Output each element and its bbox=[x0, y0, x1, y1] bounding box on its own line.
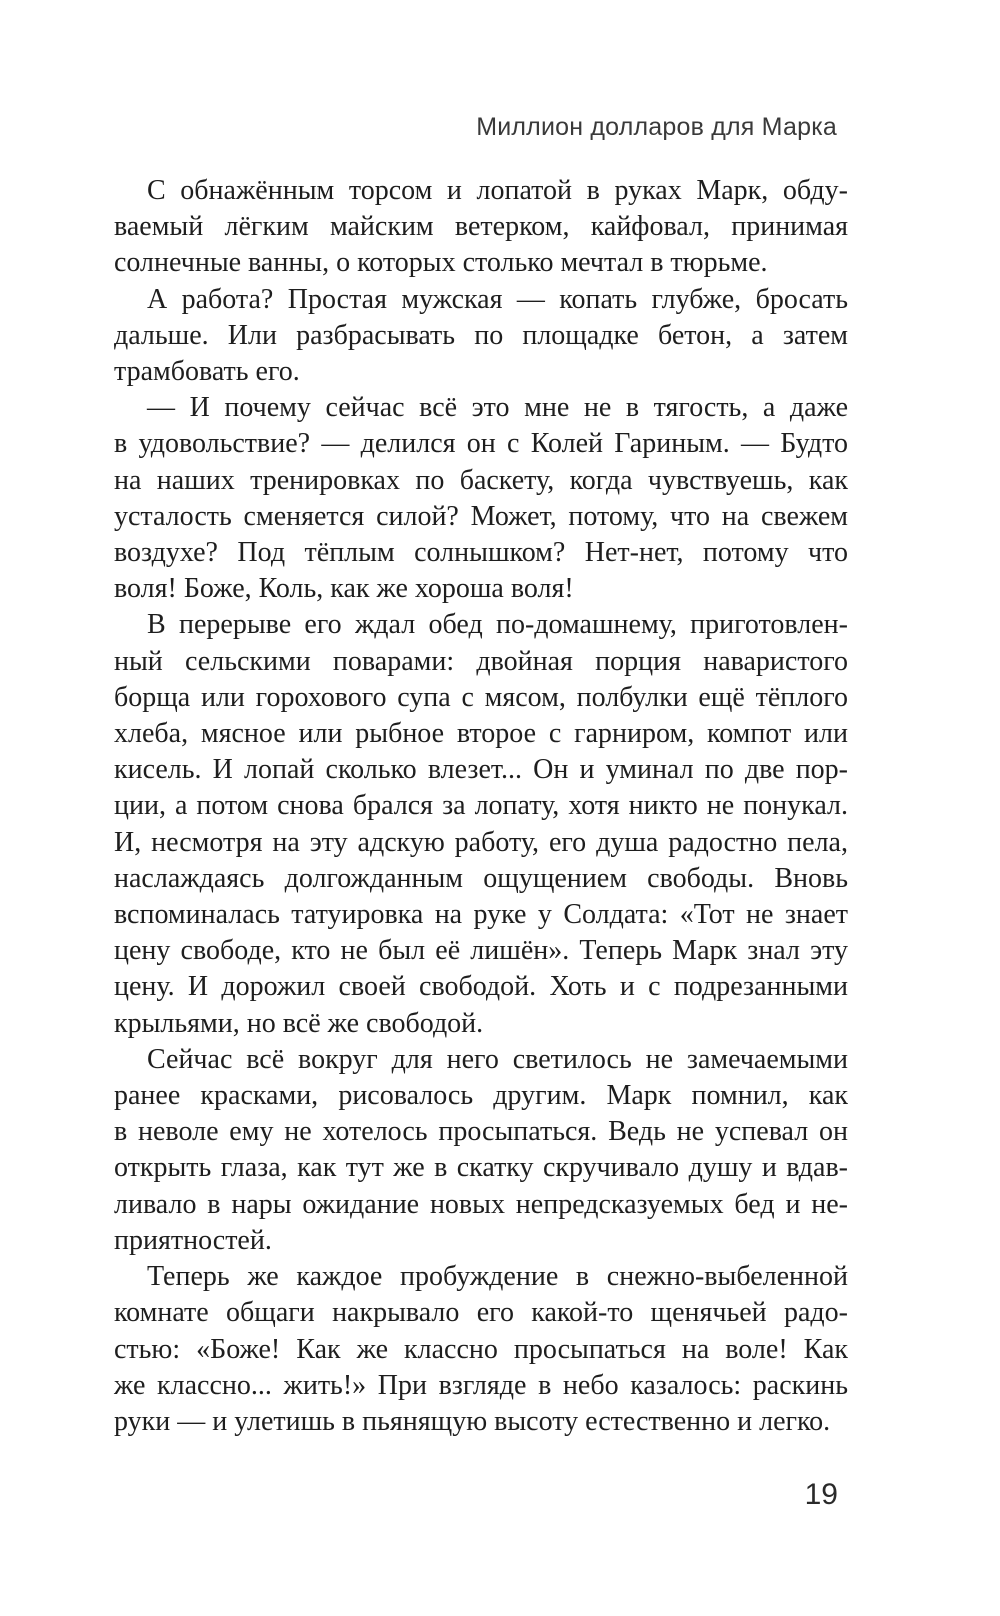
text-line: ваемый лёгким майским ветерком, кайфовал, принимая bbox=[114, 211, 848, 243]
text-line: на наших тренировках по баскету, когда чувствуешь, как bbox=[114, 464, 848, 496]
text-line: ранее красками, рисовалось другим. Марк помнил, как bbox=[114, 1080, 848, 1112]
text-line: в удовольствие? — делился он с Колей Гариным. — Будто bbox=[114, 428, 848, 460]
text-line: И, несмотря на эту адскую работу, его душа радостно пела, bbox=[114, 826, 848, 858]
text-line: стью: «Боже! Как же классно просыпаться на воле! Как bbox=[114, 1333, 848, 1365]
text-line: борща или горохового супа с мясом, полбулки ещё тёплого bbox=[114, 681, 848, 713]
text-line: дальше. Или разбрасывать по площадке бетон, а затем bbox=[114, 319, 848, 351]
text-line: ливало в нары ожидание новых непредсказуемых бед и не- bbox=[114, 1188, 848, 1220]
text-line: солнечные ванны, о которых столько мечтал в тюрьме. bbox=[114, 247, 768, 279]
text-line: хлеба, мясное или рыбное второе с гарниром, компот или bbox=[114, 718, 848, 750]
text-line: крыльями, но всё же свободой. bbox=[114, 1007, 484, 1039]
text-line: руки — и улетишь в пьянящую высоту естественно и легко. bbox=[114, 1405, 831, 1437]
text-line: Сейчас всё вокруг для него светилось не замечаемыми bbox=[147, 1043, 848, 1075]
text-line: открыть глаза, как тут же в скатку скручивало душу и вдав- bbox=[114, 1152, 848, 1184]
text-line: ный сельскими поварами: двойная порция наваристого bbox=[114, 645, 848, 677]
text-line: ции, а потом снова брался за лопату, хотя никто не понукал. bbox=[114, 790, 848, 822]
text-line: трамбовать его. bbox=[114, 356, 300, 388]
text-line: приятностей. bbox=[114, 1224, 272, 1256]
body-text bbox=[114, 173, 848, 1440]
text-line: цену свободе, кто не был её лишён». Теперь Марк знал эту bbox=[114, 935, 848, 967]
text-line: А работа? Простая мужская — копать глубже, бросать bbox=[147, 283, 848, 315]
text-line: В перерыве его ждал обед по-домашнему, приготовлен- bbox=[147, 609, 848, 641]
text-line: кисель. И лопай сколько влезет... Он и уминал по две пор- bbox=[114, 754, 848, 786]
text-line: вспоминалась татуировка на руке у Солдата: «Тот не знает bbox=[114, 899, 848, 931]
text-line: усталость сменяется силой? Может, потому, что на свежем bbox=[114, 500, 848, 532]
text-line: — И почему сейчас всё это мне не в тягость, а даже bbox=[147, 392, 848, 424]
text-line: воля! Боже, Коль, как же хороша воля! bbox=[114, 573, 574, 605]
text-line: комнате общаги накрывало его какой-то щенячьей радо- bbox=[114, 1297, 848, 1329]
text-line: С обнажённым торсом и лопатой в руках Марк, обду- bbox=[147, 175, 848, 206]
text-line: в неволе ему не хотелось просыпаться. Ведь не успевал он bbox=[114, 1116, 848, 1148]
text-line: цену. И дорожил своей свободой. Хоть и с подрезанными bbox=[114, 971, 848, 1003]
text-line: воздухе? Под тёплым солнышком? Нет-нет, потому что bbox=[114, 537, 848, 569]
page-number: 19 bbox=[804, 1478, 838, 1511]
running-head: Миллион долларов для Марка bbox=[476, 113, 837, 141]
text-line: наслаждаясь долгожданным ощущением свободы. Вновь bbox=[114, 862, 848, 894]
text-line: Теперь же каждое пробуждение в снежно-выбеленной bbox=[147, 1261, 848, 1293]
text-line: же классно... жить!» При взгляде в небо казалось: раскинь bbox=[114, 1369, 848, 1401]
